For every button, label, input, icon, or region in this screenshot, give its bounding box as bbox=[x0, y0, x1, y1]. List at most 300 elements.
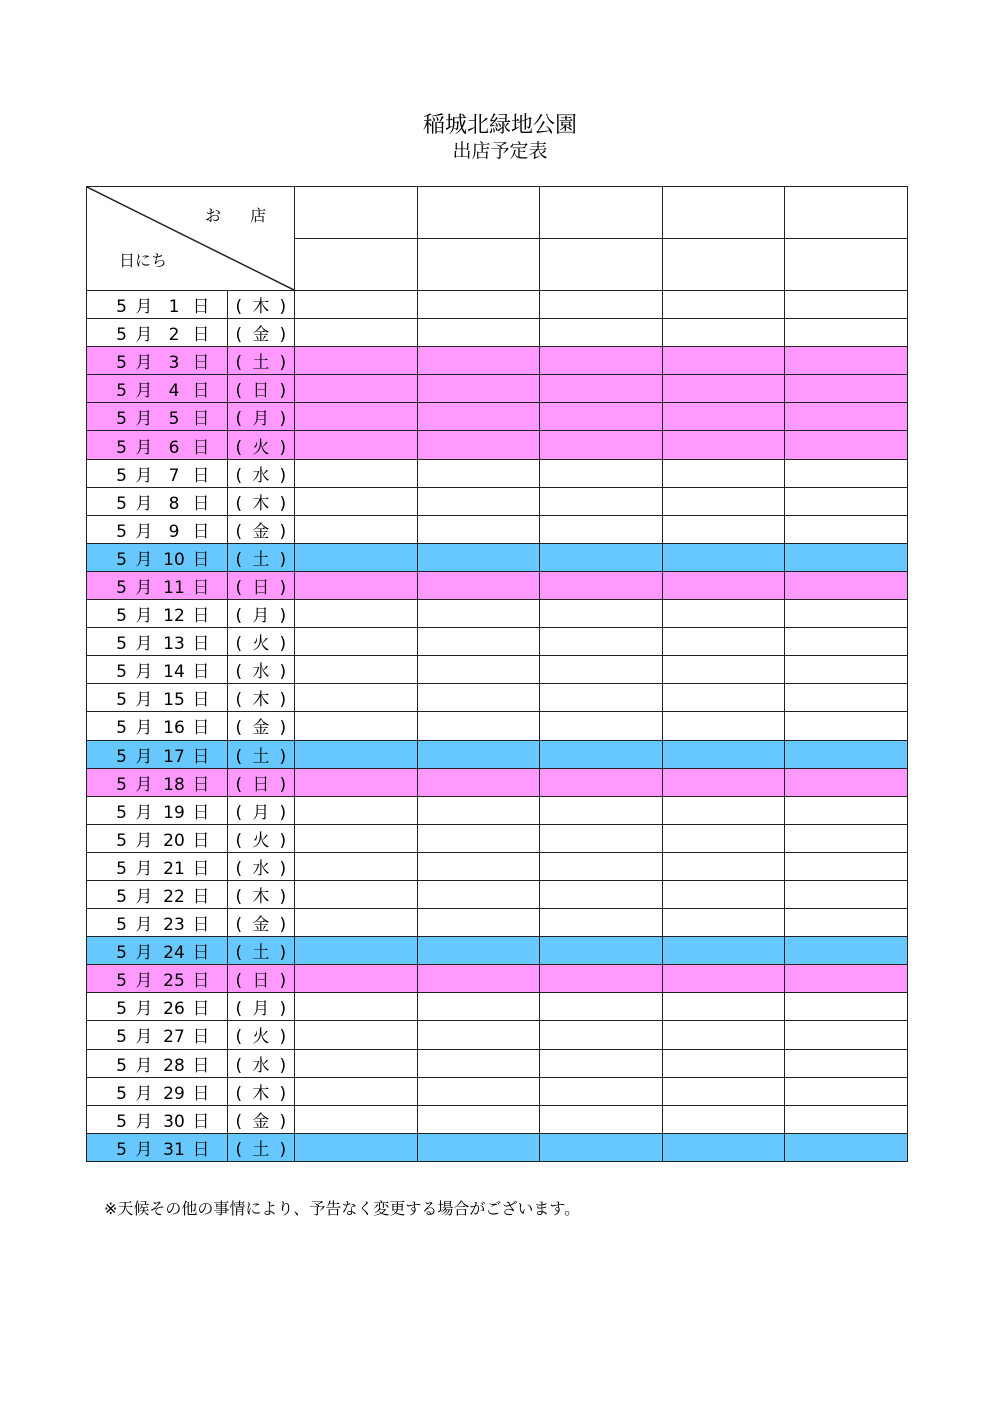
table-row bbox=[87, 1077, 908, 1105]
table-row bbox=[87, 937, 908, 965]
day-unit: 日 bbox=[192, 1111, 210, 1132]
weekday-cell bbox=[227, 543, 294, 571]
shop-slot-cell[interactable] bbox=[540, 937, 663, 965]
shop-slot-cell[interactable] bbox=[662, 656, 785, 684]
table-row bbox=[87, 403, 908, 431]
shop-slot-cell[interactable] bbox=[662, 431, 785, 459]
shop-slot-cell[interactable] bbox=[295, 347, 418, 375]
shop-slot-cell[interactable] bbox=[417, 1133, 540, 1161]
shop-slot-cell[interactable] bbox=[540, 1105, 663, 1133]
day-number: 28 bbox=[163, 1055, 185, 1076]
open-paren: ( bbox=[235, 662, 243, 683]
month-number: 5 bbox=[116, 943, 127, 964]
month-unit: 月 bbox=[135, 606, 153, 627]
open-paren: ( bbox=[235, 577, 243, 598]
month-unit: 月 bbox=[135, 943, 153, 964]
open-paren: ( bbox=[235, 1055, 243, 1076]
shop-slot-cell[interactable] bbox=[540, 628, 663, 656]
day-number: 29 bbox=[163, 1083, 185, 1104]
table-row bbox=[87, 319, 908, 347]
shop-slot-cell[interactable] bbox=[662, 740, 785, 768]
shop-slot-cell[interactable] bbox=[417, 712, 540, 740]
open-paren: ( bbox=[235, 943, 243, 964]
shop-slot-cell[interactable] bbox=[540, 824, 663, 852]
weekday-cell bbox=[227, 768, 294, 796]
month-unit: 月 bbox=[135, 999, 153, 1020]
open-paren: ( bbox=[235, 1139, 243, 1160]
day-unit: 日 bbox=[192, 943, 210, 964]
date-cell bbox=[87, 347, 228, 375]
shop-slot-cell[interactable] bbox=[540, 403, 663, 431]
shop-slot-cell[interactable] bbox=[785, 543, 908, 571]
shop-slot-cell[interactable] bbox=[417, 515, 540, 543]
shop-slot-cell[interactable] bbox=[785, 628, 908, 656]
shop-slot-cell[interactable] bbox=[540, 740, 663, 768]
close-paren: ) bbox=[279, 971, 287, 992]
close-paren: ) bbox=[279, 1055, 287, 1076]
month-unit: 月 bbox=[135, 887, 153, 908]
shop-slot-cell[interactable] bbox=[295, 1049, 418, 1077]
shop-slot-cell[interactable] bbox=[540, 600, 663, 628]
shop-slot-cell[interactable] bbox=[295, 487, 418, 515]
date-cell bbox=[87, 656, 228, 684]
shop-slot-cell[interactable] bbox=[785, 459, 908, 487]
shop-slot-cell[interactable] bbox=[662, 291, 785, 319]
weekday-label: 火 bbox=[252, 830, 270, 851]
shop-slot-cell[interactable] bbox=[785, 1021, 908, 1049]
shop-slot-cell[interactable] bbox=[662, 319, 785, 347]
day-number: 13 bbox=[163, 634, 185, 655]
shop-slot-cell[interactable] bbox=[662, 880, 785, 908]
shop-slot-cell[interactable] bbox=[417, 993, 540, 1021]
weekday-label: 土 bbox=[252, 353, 270, 374]
weekday-label: 月 bbox=[252, 999, 270, 1020]
shop-slot-cell[interactable] bbox=[662, 403, 785, 431]
shop-slot-cell[interactable] bbox=[295, 852, 418, 880]
shop-slot-cell[interactable] bbox=[785, 909, 908, 937]
weekday-label: 土 bbox=[252, 1139, 270, 1160]
shop-slot-cell[interactable] bbox=[785, 993, 908, 1021]
close-paren: ) bbox=[279, 1027, 287, 1048]
shop-slot-cell[interactable] bbox=[785, 684, 908, 712]
table-row bbox=[87, 628, 908, 656]
shop-slot-cell[interactable] bbox=[417, 909, 540, 937]
month-unit: 月 bbox=[135, 577, 153, 598]
schedule-title: 出店予定表 bbox=[452, 140, 548, 162]
date-cell bbox=[87, 459, 228, 487]
month-unit: 月 bbox=[135, 325, 153, 346]
day-unit: 日 bbox=[192, 325, 210, 346]
month-number: 5 bbox=[116, 718, 127, 739]
month-number: 5 bbox=[116, 999, 127, 1020]
month-number: 5 bbox=[116, 971, 127, 992]
close-paren: ) bbox=[279, 690, 287, 711]
shop-slot-cell[interactable] bbox=[662, 1105, 785, 1133]
shop-slot-cell[interactable] bbox=[662, 824, 785, 852]
shop-slot-cell[interactable] bbox=[295, 543, 418, 571]
weekday-label: 日 bbox=[252, 971, 270, 992]
month-unit: 月 bbox=[135, 549, 153, 570]
open-paren: ( bbox=[235, 549, 243, 570]
date-cell bbox=[87, 291, 228, 319]
open-paren: ( bbox=[235, 690, 243, 711]
shop-slot-cell[interactable] bbox=[417, 684, 540, 712]
shop-name-cell[interactable] bbox=[295, 239, 418, 291]
close-paren: ) bbox=[279, 802, 287, 823]
shop-name-cell[interactable] bbox=[785, 187, 908, 239]
shop-slot-cell[interactable] bbox=[295, 319, 418, 347]
weekday-label: 金 bbox=[252, 718, 270, 739]
month-unit: 月 bbox=[135, 858, 153, 879]
weekday-cell bbox=[227, 375, 294, 403]
shop-name-cell[interactable] bbox=[662, 187, 785, 239]
weekday-cell bbox=[227, 431, 294, 459]
table-row bbox=[87, 431, 908, 459]
shop-slot-cell[interactable] bbox=[785, 796, 908, 824]
shop-slot-cell[interactable] bbox=[417, 291, 540, 319]
weekday-label: 月 bbox=[252, 409, 270, 430]
weekday-label: 水 bbox=[252, 662, 270, 683]
day-unit: 日 bbox=[192, 521, 210, 542]
shop-slot-cell[interactable] bbox=[785, 515, 908, 543]
shop-slot-cell[interactable] bbox=[662, 543, 785, 571]
shop-slot-cell[interactable] bbox=[295, 1077, 418, 1105]
day-unit: 日 bbox=[192, 858, 210, 879]
shop-slot-cell[interactable] bbox=[295, 600, 418, 628]
day-unit: 日 bbox=[192, 887, 210, 908]
date-cell bbox=[87, 571, 228, 599]
shop-slot-cell[interactable] bbox=[785, 712, 908, 740]
month-number: 5 bbox=[116, 353, 127, 374]
day-number: 27 bbox=[163, 1027, 185, 1048]
shop-slot-cell[interactable] bbox=[417, 965, 540, 993]
shop-slot-cell[interactable] bbox=[785, 1105, 908, 1133]
shop-slot-cell[interactable] bbox=[662, 1021, 785, 1049]
shop-slot-cell[interactable] bbox=[540, 1077, 663, 1105]
table-row bbox=[87, 965, 908, 993]
weekday-label: 火 bbox=[252, 1027, 270, 1048]
day-unit: 日 bbox=[192, 802, 210, 823]
shop-slot-cell[interactable] bbox=[662, 628, 785, 656]
shop-slot-cell[interactable] bbox=[417, 1021, 540, 1049]
shop-slot-cell[interactable] bbox=[295, 684, 418, 712]
shop-slot-cell[interactable] bbox=[662, 712, 785, 740]
weekday-label: 日 bbox=[252, 577, 270, 598]
shop-slot-cell[interactable] bbox=[417, 1049, 540, 1077]
day-number: 24 bbox=[163, 943, 185, 964]
day-number: 15 bbox=[163, 690, 185, 711]
table-row bbox=[87, 880, 908, 908]
shop-slot-cell[interactable] bbox=[540, 431, 663, 459]
shop-slot-cell[interactable] bbox=[540, 487, 663, 515]
shop-slot-cell[interactable] bbox=[540, 515, 663, 543]
table-row bbox=[87, 824, 908, 852]
close-paren: ) bbox=[279, 746, 287, 767]
shop-slot-cell[interactable] bbox=[417, 543, 540, 571]
shop-slot-cell[interactable] bbox=[295, 1133, 418, 1161]
weekday-label: 水 bbox=[252, 1055, 270, 1076]
shop-slot-cell[interactable] bbox=[540, 768, 663, 796]
shop-slot-cell[interactable] bbox=[785, 937, 908, 965]
month-unit: 月 bbox=[135, 465, 153, 486]
date-cell bbox=[87, 965, 228, 993]
shop-slot-cell[interactable] bbox=[662, 909, 785, 937]
shop-slot-cell[interactable] bbox=[295, 937, 418, 965]
open-paren: ( bbox=[235, 774, 243, 795]
shop-slot-cell[interactable] bbox=[417, 403, 540, 431]
month-unit: 月 bbox=[135, 971, 153, 992]
weekday-cell bbox=[227, 1077, 294, 1105]
close-paren: ) bbox=[279, 774, 287, 795]
shop-slot-cell[interactable] bbox=[662, 347, 785, 375]
shop-slot-cell[interactable] bbox=[662, 571, 785, 599]
shop-slot-cell[interactable] bbox=[295, 796, 418, 824]
close-paren: ) bbox=[279, 718, 287, 739]
day-unit: 日 bbox=[192, 1083, 210, 1104]
shop-slot-cell[interactable] bbox=[662, 852, 785, 880]
date-cell bbox=[87, 993, 228, 1021]
table-row bbox=[87, 487, 908, 515]
shop-slot-cell[interactable] bbox=[417, 796, 540, 824]
table-row bbox=[87, 600, 908, 628]
day-unit: 日 bbox=[192, 746, 210, 767]
shop-slot-cell[interactable] bbox=[295, 515, 418, 543]
weekday-cell bbox=[227, 712, 294, 740]
shop-slot-cell[interactable] bbox=[417, 740, 540, 768]
day-number: 16 bbox=[163, 718, 185, 739]
shop-slot-cell[interactable] bbox=[295, 993, 418, 1021]
shop-slot-cell[interactable] bbox=[417, 824, 540, 852]
shop-slot-cell[interactable] bbox=[540, 319, 663, 347]
month-unit: 月 bbox=[135, 1083, 153, 1104]
shop-slot-cell[interactable] bbox=[785, 487, 908, 515]
month-number: 5 bbox=[116, 887, 127, 908]
open-paren: ( bbox=[235, 606, 243, 627]
day-number: 11 bbox=[163, 577, 185, 598]
shop-slot-cell[interactable] bbox=[785, 824, 908, 852]
weekday-cell bbox=[227, 993, 294, 1021]
close-paren: ) bbox=[279, 353, 287, 374]
shop-slot-cell[interactable] bbox=[785, 600, 908, 628]
shop-slot-cell[interactable] bbox=[785, 740, 908, 768]
shop-slot-cell[interactable] bbox=[662, 515, 785, 543]
shop-slot-cell[interactable] bbox=[540, 1021, 663, 1049]
day-number: 9 bbox=[168, 521, 180, 542]
shop-slot-cell[interactable] bbox=[417, 852, 540, 880]
shop-slot-cell[interactable] bbox=[295, 712, 418, 740]
shop-slot-cell[interactable] bbox=[662, 1077, 785, 1105]
weekday-label: 火 bbox=[252, 634, 270, 655]
shop-slot-cell[interactable] bbox=[417, 431, 540, 459]
shop-slot-cell[interactable] bbox=[417, 319, 540, 347]
shop-slot-cell[interactable] bbox=[295, 965, 418, 993]
date-cell bbox=[87, 403, 228, 431]
shop-slot-cell[interactable] bbox=[785, 656, 908, 684]
shop-slot-cell[interactable] bbox=[417, 1105, 540, 1133]
weekday-cell bbox=[227, 684, 294, 712]
weekday-cell bbox=[227, 515, 294, 543]
shop-slot-cell[interactable] bbox=[540, 571, 663, 599]
shop-slot-cell[interactable] bbox=[662, 937, 785, 965]
shop-slot-cell[interactable] bbox=[417, 937, 540, 965]
shop-slot-cell[interactable] bbox=[785, 291, 908, 319]
month-number: 5 bbox=[116, 606, 127, 627]
close-paren: ) bbox=[279, 549, 287, 570]
shop-slot-cell[interactable] bbox=[295, 1021, 418, 1049]
close-paren: ) bbox=[279, 1111, 287, 1132]
shop-slot-cell[interactable] bbox=[417, 628, 540, 656]
shop-slot-cell[interactable] bbox=[785, 347, 908, 375]
shop-slot-cell[interactable] bbox=[417, 768, 540, 796]
date-cell bbox=[87, 796, 228, 824]
shop-slot-cell[interactable] bbox=[417, 600, 540, 628]
month-number: 5 bbox=[116, 409, 127, 430]
shop-slot-cell[interactable] bbox=[417, 880, 540, 908]
shop-name-cell[interactable] bbox=[540, 239, 663, 291]
day-unit: 日 bbox=[192, 690, 210, 711]
day-unit: 日 bbox=[192, 718, 210, 739]
close-paren: ) bbox=[279, 465, 287, 486]
weekday-label: 金 bbox=[252, 915, 270, 936]
day-number: 7 bbox=[168, 465, 180, 486]
shop-slot-cell[interactable] bbox=[295, 740, 418, 768]
shop-slot-cell[interactable] bbox=[662, 600, 785, 628]
shop-slot-cell[interactable] bbox=[417, 459, 540, 487]
shop-slot-cell[interactable] bbox=[417, 375, 540, 403]
shop-slot-cell[interactable] bbox=[785, 965, 908, 993]
shop-slot-cell[interactable] bbox=[540, 543, 663, 571]
day-unit: 日 bbox=[192, 549, 210, 570]
shop-slot-cell[interactable] bbox=[785, 852, 908, 880]
shop-slot-cell[interactable] bbox=[295, 880, 418, 908]
shop-slot-cell[interactable] bbox=[295, 291, 418, 319]
shop-name-cell[interactable] bbox=[417, 187, 540, 239]
shop-slot-cell[interactable] bbox=[785, 571, 908, 599]
shop-slot-cell[interactable] bbox=[662, 796, 785, 824]
shop-slot-cell[interactable] bbox=[295, 628, 418, 656]
shop-slot-cell[interactable] bbox=[540, 712, 663, 740]
day-number: 4 bbox=[168, 381, 180, 402]
shop-slot-cell[interactable] bbox=[540, 852, 663, 880]
month-unit: 月 bbox=[135, 774, 153, 795]
month-unit: 月 bbox=[135, 802, 153, 823]
header-row bbox=[87, 187, 908, 239]
day-unit: 日 bbox=[192, 634, 210, 655]
shop-slot-cell[interactable] bbox=[785, 1133, 908, 1161]
date-cell bbox=[87, 515, 228, 543]
date-cell bbox=[87, 487, 228, 515]
table-row bbox=[87, 684, 908, 712]
weekday-label: 水 bbox=[252, 858, 270, 879]
shop-slot-cell[interactable] bbox=[417, 1077, 540, 1105]
shop-slot-cell[interactable] bbox=[785, 768, 908, 796]
shop-slot-cell[interactable] bbox=[540, 684, 663, 712]
shop-slot-cell[interactable] bbox=[295, 375, 418, 403]
day-unit: 日 bbox=[192, 465, 210, 486]
shop-slot-cell[interactable] bbox=[295, 909, 418, 937]
shop-slot-cell[interactable] bbox=[295, 571, 418, 599]
shop-slot-cell[interactable] bbox=[785, 1049, 908, 1077]
month-unit: 月 bbox=[135, 353, 153, 374]
shop-slot-cell[interactable] bbox=[295, 1105, 418, 1133]
shop-slot-cell[interactable] bbox=[540, 796, 663, 824]
close-paren: ) bbox=[279, 887, 287, 908]
shop-slot-cell[interactable] bbox=[662, 459, 785, 487]
shop-slot-cell[interactable] bbox=[295, 459, 418, 487]
shop-slot-cell[interactable] bbox=[785, 403, 908, 431]
shop-slot-cell[interactable] bbox=[540, 1133, 663, 1161]
shop-slot-cell[interactable] bbox=[295, 768, 418, 796]
shop-name-cell[interactable] bbox=[662, 239, 785, 291]
shop-slot-cell[interactable] bbox=[540, 880, 663, 908]
shop-slot-cell[interactable] bbox=[295, 824, 418, 852]
shop-slot-cell[interactable] bbox=[785, 375, 908, 403]
shop-slot-cell[interactable] bbox=[417, 347, 540, 375]
shop-slot-cell[interactable] bbox=[662, 487, 785, 515]
close-paren: ) bbox=[279, 999, 287, 1020]
shop-slot-cell[interactable] bbox=[295, 656, 418, 684]
shop-slot-cell[interactable] bbox=[662, 1133, 785, 1161]
shop-name-cell[interactable] bbox=[295, 187, 418, 239]
shop-slot-cell[interactable] bbox=[785, 1077, 908, 1105]
shop-slot-cell[interactable] bbox=[417, 656, 540, 684]
shop-slot-cell[interactable] bbox=[785, 319, 908, 347]
shop-slot-cell[interactable] bbox=[540, 909, 663, 937]
shop-slot-cell[interactable] bbox=[662, 375, 785, 403]
day-number: 26 bbox=[163, 999, 185, 1020]
shop-name-cell[interactable] bbox=[785, 239, 908, 291]
shop-slot-cell[interactable] bbox=[295, 431, 418, 459]
shop-name-cell[interactable] bbox=[417, 239, 540, 291]
weekday-cell bbox=[227, 1049, 294, 1077]
shop-slot-cell[interactable] bbox=[540, 375, 663, 403]
shop-slot-cell[interactable] bbox=[662, 965, 785, 993]
date-cell bbox=[87, 880, 228, 908]
shop-slot-cell[interactable] bbox=[540, 993, 663, 1021]
shop-slot-cell[interactable] bbox=[540, 965, 663, 993]
day-number: 31 bbox=[163, 1139, 185, 1160]
shop-slot-cell[interactable] bbox=[785, 431, 908, 459]
shop-slot-cell[interactable] bbox=[662, 768, 785, 796]
day-number: 12 bbox=[163, 606, 185, 627]
shop-slot-cell[interactable] bbox=[540, 347, 663, 375]
shop-name-cell[interactable] bbox=[540, 187, 663, 239]
shop-slot-cell[interactable] bbox=[540, 459, 663, 487]
shop-slot-cell[interactable] bbox=[540, 291, 663, 319]
weekday-label: 土 bbox=[252, 549, 270, 570]
day-number: 5 bbox=[168, 409, 180, 430]
date-cell bbox=[87, 712, 228, 740]
weekday-label: 月 bbox=[252, 606, 270, 627]
shop-slot-cell[interactable] bbox=[540, 656, 663, 684]
shop-slot-cell[interactable] bbox=[662, 1049, 785, 1077]
footnote: ※天候その他の事情により、予告なく変更する場合がございます。 bbox=[104, 1199, 581, 1218]
shop-slot-cell[interactable] bbox=[295, 403, 418, 431]
shop-slot-cell[interactable] bbox=[417, 571, 540, 599]
date-cell bbox=[87, 431, 228, 459]
close-paren: ) bbox=[279, 493, 287, 514]
date-cell bbox=[87, 909, 228, 937]
day-unit: 日 bbox=[192, 1055, 210, 1076]
day-number: 2 bbox=[168, 325, 180, 346]
month-unit: 月 bbox=[135, 662, 153, 683]
shop-slot-cell[interactable] bbox=[662, 684, 785, 712]
shop-slot-cell[interactable] bbox=[540, 1049, 663, 1077]
shop-slot-cell[interactable] bbox=[417, 487, 540, 515]
shop-slot-cell[interactable] bbox=[785, 880, 908, 908]
weekday-label: 金 bbox=[252, 521, 270, 542]
shop-slot-cell[interactable] bbox=[662, 993, 785, 1021]
